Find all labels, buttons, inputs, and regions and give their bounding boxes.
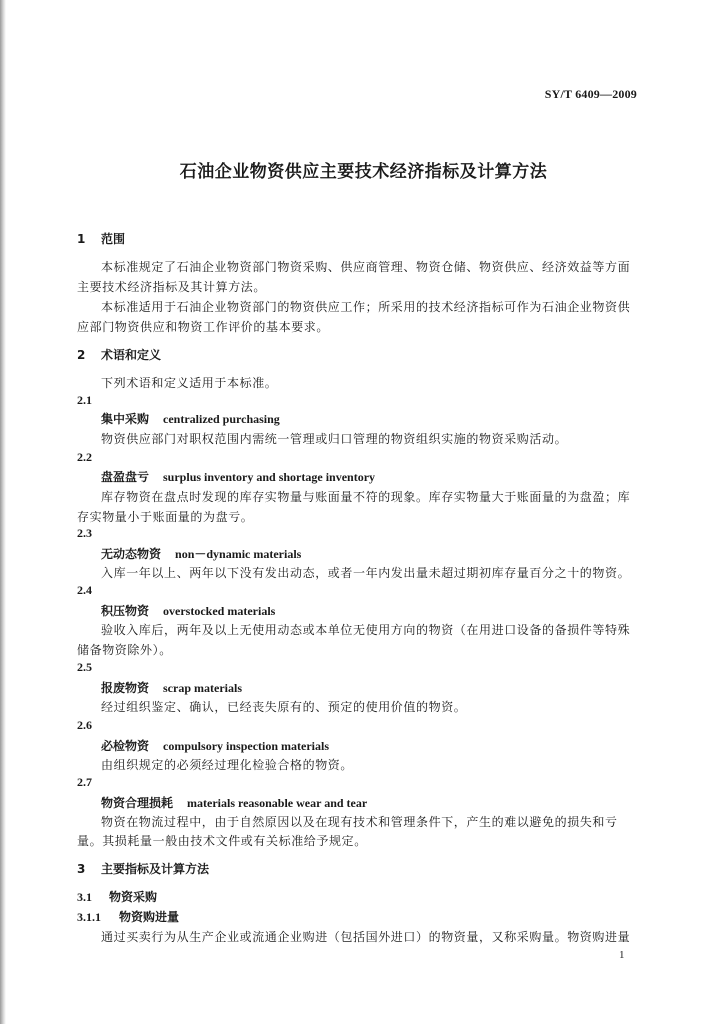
section-title: 术语和定义 bbox=[101, 348, 162, 362]
term-heading bbox=[101, 679, 242, 696]
term-chinese: 必检物资 bbox=[101, 739, 150, 753]
term-english: materials reasonable wear and tear bbox=[187, 796, 368, 810]
section-title: 主要指标及计算方法 bbox=[101, 862, 210, 876]
term-heading bbox=[101, 468, 375, 485]
section-title: 范围 bbox=[101, 232, 126, 246]
section-number: 3 bbox=[77, 862, 86, 876]
term-number: 2.6 bbox=[77, 718, 92, 732]
term-definition: 经过组织鉴定、确认，已经丧失原有的、预定的使用价值的物资。 bbox=[101, 700, 467, 714]
term-number: 2.5 bbox=[77, 660, 92, 674]
term-definition: 量。其损耗量一般由技术文件或有关标准给予规定。 bbox=[77, 834, 367, 848]
paragraph-line: 主要技术经济指标及其计算方法。 bbox=[77, 280, 267, 294]
term-english: overstocked materials bbox=[163, 604, 276, 618]
term-definition: 存实物量小于账面量的为盘亏。 bbox=[77, 510, 254, 524]
term-english: non－dynamic materials bbox=[175, 547, 302, 561]
term-number: 2.4 bbox=[77, 583, 92, 597]
term-number: 2.3 bbox=[77, 526, 92, 540]
term-definition: 库存物资在盘点时发现的库存实物量与账面量不符的现象。库存实物量大于账面量的为盘盈；库 bbox=[101, 490, 631, 504]
subsubsection-number: 3.1.1 bbox=[77, 910, 101, 924]
term-definition: 由组织规定的必须经过理化检验合格的物资。 bbox=[101, 758, 354, 772]
paragraph-line: 下列术语和定义适用于本标准。 bbox=[101, 376, 278, 390]
section-number: 2 bbox=[77, 348, 86, 362]
term-number: 2.7 bbox=[77, 775, 92, 789]
section-number: 1 bbox=[77, 232, 86, 246]
subsection-title: 物资采购 bbox=[109, 890, 158, 904]
subsection-heading bbox=[77, 888, 157, 905]
term-definition: 验收入库后，两年及以上无使用动态或本单位无使用方向的物资（在用进口设备的备损件等特殊 bbox=[101, 623, 631, 637]
page-number: 1 bbox=[619, 949, 625, 961]
term-chinese: 集中采购 bbox=[101, 412, 150, 426]
paragraph-line: 本标准适用于石油企业物资部门的物资供应工作；所采用的技术经济指标可作为石油企业物资供 bbox=[101, 300, 631, 314]
subsection-number: 3.1 bbox=[77, 890, 92, 904]
term-heading bbox=[101, 737, 329, 754]
term-english: scrap materials bbox=[163, 681, 242, 695]
term-definition: 储备物资除外）。 bbox=[77, 643, 172, 657]
term-definition: 物资供应部门对职权范围内需统一管理或归口管理的物资组织实施的物资采购活动。 bbox=[101, 432, 568, 446]
paragraph-line: 应部门物资供应和物资工作评价的基本要求。 bbox=[77, 320, 330, 334]
term-english: compulsory inspection materials bbox=[163, 739, 330, 753]
term-chinese: 盘盈盘亏 bbox=[101, 470, 150, 484]
term-heading bbox=[101, 794, 367, 811]
term-definition: 入库一年以上、两年以下没有发出动态，或者一年内发出量未超过期初库存量百分之十的物资。 bbox=[101, 566, 631, 580]
paragraph-line: 本标准规定了石油企业物资部门物资采购、供应商管理、物资仓储、物资供应、经济效益等方面 bbox=[101, 260, 631, 274]
term-definition: 物资在物流过程中，由于自然原因以及在现有技术和管理条件下，产生的难以避免的损失和亏 bbox=[101, 815, 618, 829]
term-chinese: 积压物资 bbox=[101, 604, 150, 618]
term-chinese: 报废物资 bbox=[101, 681, 150, 695]
section-3-heading bbox=[77, 860, 209, 877]
section-2-heading bbox=[77, 346, 161, 363]
term-heading bbox=[101, 545, 301, 562]
term-heading bbox=[101, 410, 280, 427]
term-number: 2.1 bbox=[77, 393, 92, 407]
scan-border bbox=[0, 0, 6, 1024]
term-number: 2.2 bbox=[77, 450, 92, 464]
subsubsection-title: 物资购进量 bbox=[119, 910, 180, 924]
term-english: surplus inventory and shortage inventory bbox=[163, 470, 376, 484]
term-english: centralized purchasing bbox=[163, 412, 280, 426]
document-title: 石油企业物资供应主要技术经济指标及计算方法 bbox=[179, 162, 548, 182]
term-chinese: 物资合理损耗 bbox=[101, 796, 174, 810]
standard-number: SY/T 6409—2009 bbox=[544, 87, 637, 101]
paragraph-line: 通过买卖行为从生产企业或流通企业购进（包括国外进口）的物资量，又称采购量。物资购进量 bbox=[101, 930, 631, 944]
subsubsection-heading bbox=[77, 908, 179, 925]
term-heading bbox=[101, 602, 275, 619]
term-chinese: 无动态物资 bbox=[101, 547, 162, 561]
section-1-heading bbox=[77, 230, 125, 247]
